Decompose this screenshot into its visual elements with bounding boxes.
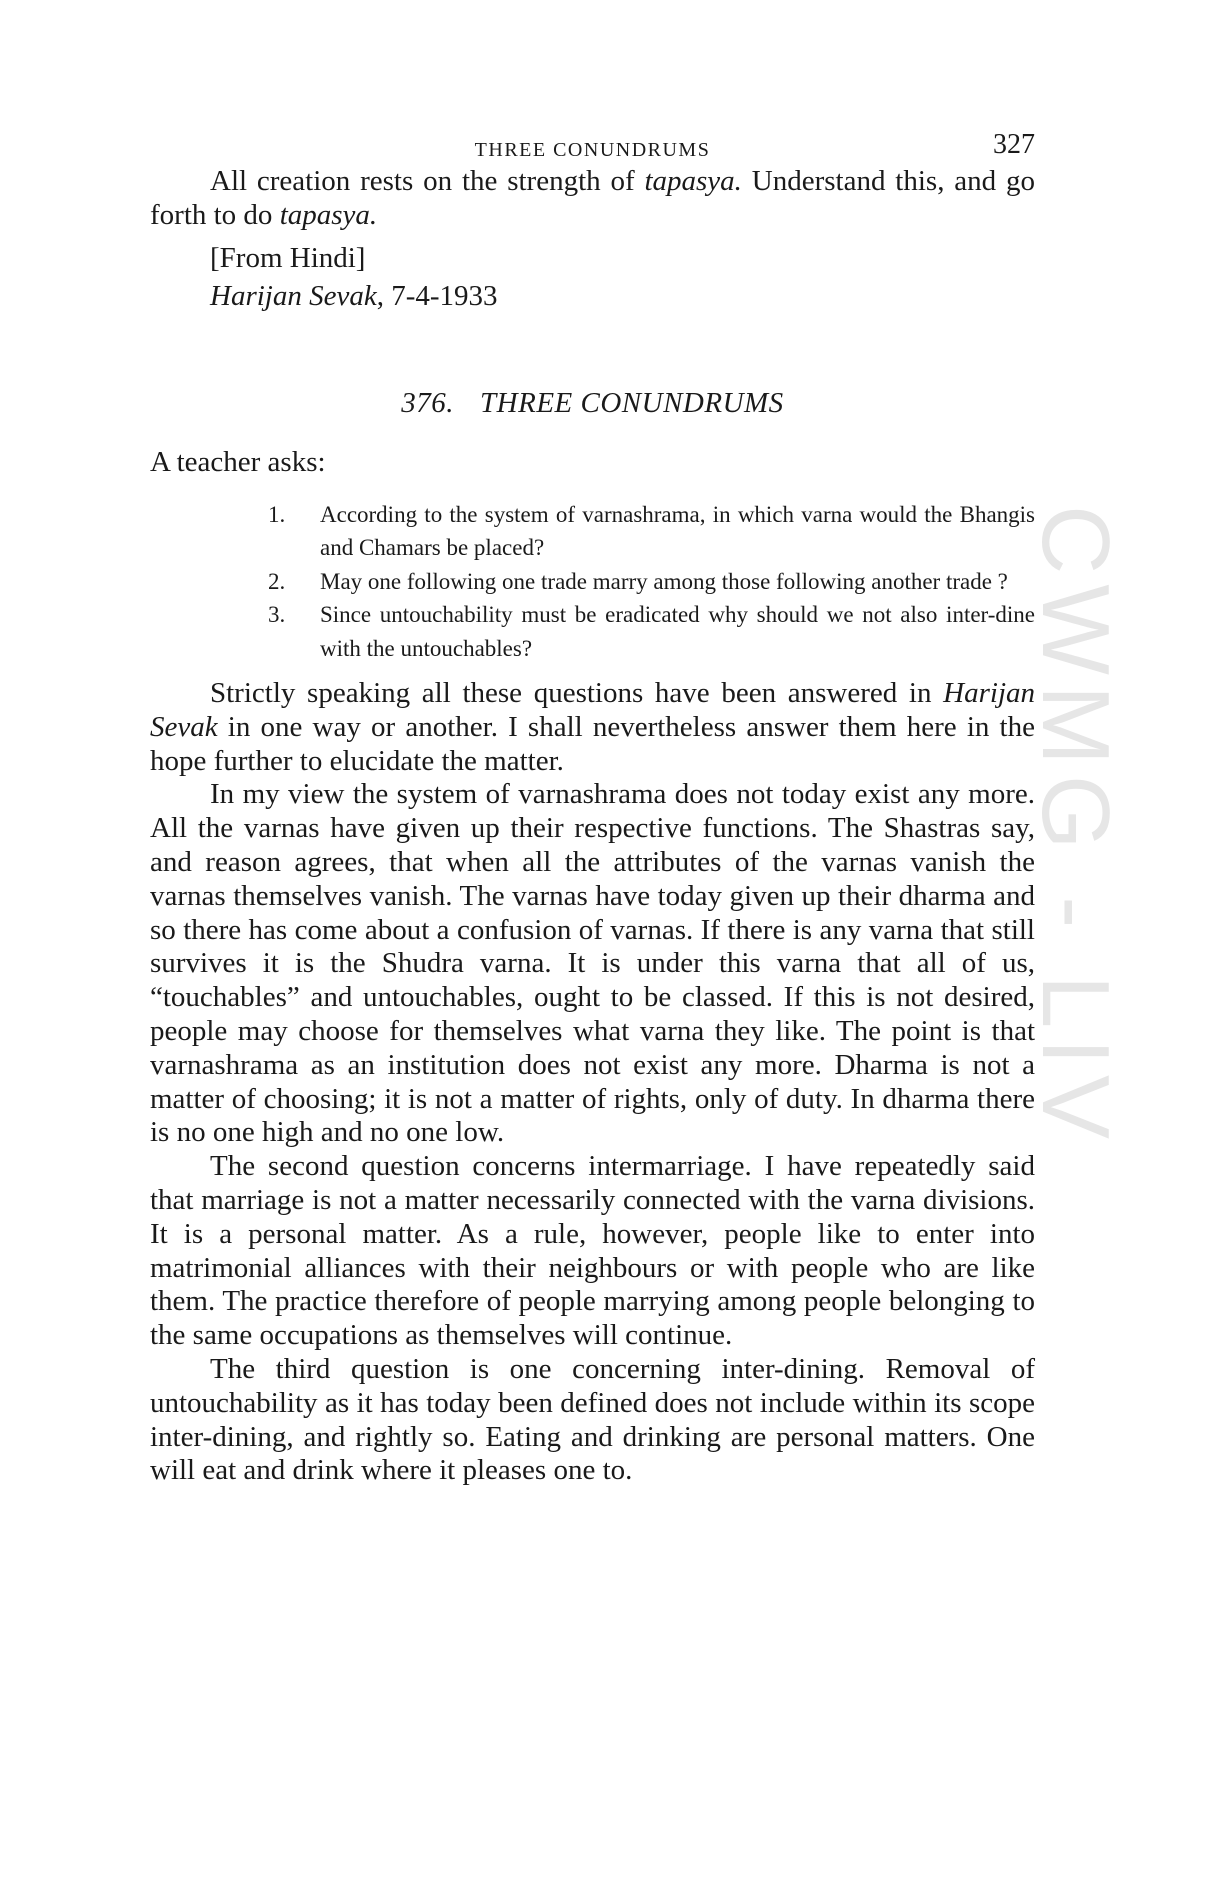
text-run: in one way or another. I shall nevertheless answer them here in the hope further to elucidate the matter. bbox=[150, 710, 1035, 777]
question-text: Since untouchability must be eradicated why should we not also inter-dine with the untouchables? bbox=[320, 602, 1035, 661]
watermark: CWMG - LIV bbox=[1022, 505, 1129, 1149]
running-header bbox=[150, 125, 1035, 165]
italic-run: Harijan Sevak bbox=[150, 677, 1035, 743]
citation-date: , 7-4-1933 bbox=[376, 279, 498, 312]
article-title: THREE CONUNDRUMS bbox=[480, 386, 784, 419]
body-paragraph bbox=[150, 1150, 1035, 1353]
question-list bbox=[150, 498, 1035, 666]
italic-run: tapasya. bbox=[279, 198, 378, 231]
question-item bbox=[150, 565, 1035, 599]
text-run: Understand this, and go forth to do bbox=[150, 165, 1035, 231]
page-number: 327 bbox=[993, 129, 1035, 160]
running-title: THREE CONUNDRUMS bbox=[474, 139, 711, 161]
citation bbox=[150, 277, 1035, 315]
article-heading bbox=[150, 387, 1035, 420]
question-number: 3. bbox=[268, 602, 286, 628]
article-body bbox=[150, 677, 1035, 1488]
body-paragraph bbox=[150, 778, 1035, 1150]
text-run: The third question is one concerning inter-dining. Removal of untouchability as it has today been defined does not include within its scope inter-dining, and rightly so. Eating and drinking are personal matters. One will eat and drink where it pleases one to. bbox=[150, 1353, 1035, 1487]
question-number: 2. bbox=[268, 568, 286, 594]
question-text: May one following one trade marry among those following another trade ? bbox=[320, 568, 1008, 594]
closing-paragraph bbox=[150, 165, 1035, 233]
question-text: According to the system of varnashrama, in which varna would the Bhangis and Chamars be placed? bbox=[320, 501, 1035, 561]
article-number: 376. bbox=[401, 386, 455, 419]
italic-run: tapasya. bbox=[644, 165, 742, 197]
text-run: All creation rests on the strength of bbox=[210, 165, 645, 197]
body-paragraph bbox=[150, 1353, 1035, 1488]
question-item bbox=[150, 498, 1035, 565]
source-note: [From Hindi] bbox=[210, 241, 366, 274]
article-intro: A teacher asks: bbox=[150, 445, 326, 478]
previous-article-end bbox=[150, 165, 1035, 315]
citation-title: Harijan Sevak bbox=[210, 279, 377, 312]
text-run: In my view the system of varnashrama does not today exist any more. All the varnas have given up their respective functions. The Shastras say, and reason agrees, that when all the attributes of the varnas vanish the varnas themselves vanish. The varnas have today given up their dharma and so there has come about a confusion of varnas. If there is any varna that still survives it is the Shudra varna. It is under this varna that all of us, “touchables” and untouchables, ought to be classed. If this is not desired, people may choose for themselves what varna they like. The point is that varnashrama as an institution does not exist any more. Dharma is not a matter of choosing; it is not a matter of rights, only of duty. In dharma there is no one high and no one low. bbox=[150, 778, 1035, 1149]
question-item bbox=[150, 598, 1035, 665]
question-number: 1. bbox=[268, 501, 286, 527]
document-page bbox=[150, 125, 1035, 1488]
text-run: Strictly speaking all these questions have been answered in bbox=[210, 677, 944, 710]
body-paragraph bbox=[150, 677, 1035, 778]
text-run: The second question concerns intermarriage. I have repeatedly said that marriage is not a matter necessarily connected with the varna divisions. It is a personal matter. As a rule, however, people like to enter into matrimonial alliances with their neighbours or with people who are like them. The practice therefore of people marrying among people belonging to the same occupations as themselves will continue. bbox=[150, 1150, 1035, 1352]
